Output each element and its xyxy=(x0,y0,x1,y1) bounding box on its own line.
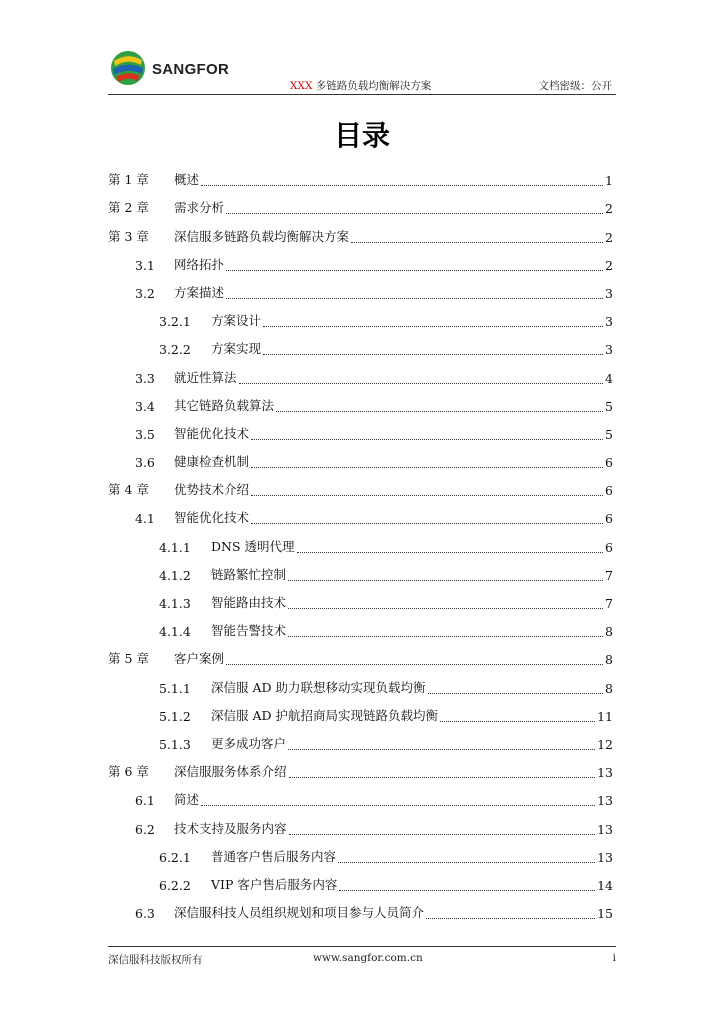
toc-entry-page: 2 xyxy=(605,201,613,217)
toc-dot-leader xyxy=(226,297,603,299)
toc-dot-leader xyxy=(351,241,603,243)
toc-dot-leader xyxy=(201,804,595,806)
toc-entry[interactable] xyxy=(108,555,613,583)
toc-entry[interactable] xyxy=(108,808,613,836)
toc-entry-page: 6 xyxy=(605,539,613,555)
toc-dot-leader xyxy=(288,635,603,637)
toc-entry-page: 11 xyxy=(597,708,613,724)
toc-dot-leader xyxy=(428,692,604,694)
toc-entry-page: 15 xyxy=(597,906,613,922)
toc-entry-label: 方案描述 xyxy=(174,284,225,300)
toc-entry-number: 4.1.1 xyxy=(159,539,191,555)
toc-entry[interactable] xyxy=(108,780,613,808)
toc-dot-leader xyxy=(440,720,595,722)
toc-entry[interactable] xyxy=(108,498,613,526)
toc-entry-page: 3 xyxy=(605,342,613,358)
toc-entry-page: 5 xyxy=(605,398,613,414)
document-classification: 文档密级：公开 xyxy=(538,80,612,92)
toc-entry-page: 2 xyxy=(605,257,613,273)
toc-entry-page: 5 xyxy=(605,426,613,442)
toc-dot-leader xyxy=(288,579,603,581)
toc-entry-label: 深信服 AD 助力联想移动实现负载均衡 xyxy=(211,679,426,695)
toc-dot-leader xyxy=(276,410,603,412)
toc-entry-label: 健康检查机制 xyxy=(174,454,250,470)
toc-entry-label: 链路繁忙控制 xyxy=(211,566,287,582)
toc-entry-page: 13 xyxy=(597,849,613,865)
toc-entry-page: 13 xyxy=(597,765,613,781)
toc-entry[interactable] xyxy=(108,667,613,695)
toc-entry-page: 4 xyxy=(605,370,613,386)
toc-entry-number: 3.1 xyxy=(135,257,155,273)
toc-entry-number: 4.1.3 xyxy=(159,596,191,611)
toc-entry[interactable] xyxy=(108,893,613,921)
footer-divider xyxy=(108,946,616,947)
toc-entry-page: 1 xyxy=(605,173,613,189)
toc-entry-number: 第 4 章 xyxy=(108,482,149,498)
toc-entry[interactable] xyxy=(108,752,613,780)
toc-entry[interactable] xyxy=(108,386,613,414)
toc-entry-page: 7 xyxy=(605,596,613,611)
footer-copyright: 深信服科技版权所有 xyxy=(108,954,203,966)
toc-entry-number: 第 6 章 xyxy=(108,764,149,780)
toc-entry-number: 3.2.2 xyxy=(159,342,191,358)
toc-dot-leader xyxy=(226,269,603,271)
toc-entry-page: 8 xyxy=(605,680,613,696)
toc-entry[interactable] xyxy=(108,696,613,724)
toc-dot-leader xyxy=(263,325,603,327)
toc-entry-page: 7 xyxy=(605,567,613,583)
toc-entry-number: 6.2 xyxy=(135,821,155,837)
toc-entry-label: 就近性算法 xyxy=(174,369,237,385)
toc-entry[interactable] xyxy=(108,639,613,667)
toc-dot-leader xyxy=(251,466,603,468)
toc-dot-leader xyxy=(426,917,595,919)
toc-entry-number: 6.2.1 xyxy=(159,849,191,865)
toc-entry-label: 深信服服务体系介绍 xyxy=(174,764,287,780)
toc-entry-label: 需求分析 xyxy=(174,200,225,216)
toc-entry[interactable] xyxy=(108,724,613,752)
toc-dot-leader xyxy=(297,551,604,553)
document-title xyxy=(290,78,431,93)
toc-entry-label: 智能优化技术 xyxy=(174,510,250,526)
toc-entry-number: 3.3 xyxy=(135,370,155,386)
toc-entry-label: 深信服 AD 护航招商局实现链路负载均衡 xyxy=(211,707,438,723)
toc-entry-label: 深信服科技人员组织规划和项目参与人员简介 xyxy=(174,905,425,921)
header-divider xyxy=(108,94,616,95)
toc-entry[interactable] xyxy=(108,837,613,865)
toc-entry-number: 3.5 xyxy=(135,426,155,442)
toc-entry-number: 第 1 章 xyxy=(108,172,149,188)
toc-entry-number: 3.6 xyxy=(135,455,155,471)
toc-dot-leader xyxy=(251,494,603,496)
toc-entry[interactable] xyxy=(108,611,613,639)
footer-page-number: i xyxy=(612,952,616,964)
toc-title: 目录 xyxy=(333,119,390,152)
logo-text: SANGFOR xyxy=(152,61,230,78)
footer-website-link[interactable]: www.sangfor.com.cn xyxy=(313,952,423,964)
toc-entry-label: 网络拓扑 xyxy=(174,256,225,272)
toc-entry[interactable] xyxy=(108,329,613,357)
toc-entry-number: 3.4 xyxy=(135,398,155,414)
toc-entry-number: 6.3 xyxy=(135,906,155,922)
toc-entry-label: 普通客户售后服务内容 xyxy=(211,848,337,864)
toc-entry-label: 概述 xyxy=(174,172,200,188)
toc-entry-number: 4.1.4 xyxy=(159,624,191,640)
toc-dot-leader xyxy=(289,833,596,835)
toc-entry[interactable] xyxy=(108,245,613,273)
toc-entry-page: 8 xyxy=(605,652,613,668)
toc-entry[interactable] xyxy=(108,273,613,301)
toc-entry[interactable] xyxy=(108,414,613,442)
toc-dot-leader xyxy=(251,522,603,524)
toc-entry-number: 6.1 xyxy=(135,793,155,809)
toc-entry[interactable] xyxy=(108,526,613,554)
toc-dot-leader xyxy=(288,748,595,750)
toc-entry-number: 第 2 章 xyxy=(108,200,149,216)
toc-dot-leader xyxy=(289,776,596,778)
toc-entry-number: 6.2.2 xyxy=(159,877,191,893)
toc-entry-label: 深信服多链路负载均衡解决方案 xyxy=(174,228,350,244)
toc-dot-leader xyxy=(251,438,603,440)
toc-entry[interactable] xyxy=(108,357,613,385)
toc-entry-label: 方案设计 xyxy=(211,313,262,329)
toc-entry-page: 6 xyxy=(605,455,613,471)
toc-entry-page: 6 xyxy=(605,483,613,499)
toc-entry-page: 14 xyxy=(597,877,613,893)
toc-entry-number: 3.2.1 xyxy=(159,314,191,330)
toc-dot-leader xyxy=(263,353,603,355)
toc-entry-label: 智能路由技术 xyxy=(211,595,287,610)
document-title-rest: 多链路负载均衡解决方案 xyxy=(315,80,432,92)
toc-entry-page: 13 xyxy=(597,793,613,809)
toc-dot-leader xyxy=(338,861,595,863)
toc-entry-number: 5.1.3 xyxy=(159,736,191,752)
toc-dot-leader xyxy=(239,382,604,384)
toc-entry-page: 8 xyxy=(605,624,613,640)
toc-dot-leader xyxy=(201,184,603,186)
toc-entry[interactable] xyxy=(108,583,613,611)
toc-entry-page: 3 xyxy=(605,314,613,330)
toc-entry-label: 技术支持及服务内容 xyxy=(174,820,287,836)
toc-entry[interactable] xyxy=(108,160,613,188)
document-title-prefix: XXX xyxy=(290,80,313,92)
toc-entry-label: 其它链路负载算法 xyxy=(174,397,275,413)
toc-dot-leader xyxy=(226,212,603,214)
toc-entry-label: 智能告警技术 xyxy=(211,623,287,639)
toc-entry[interactable] xyxy=(108,442,613,470)
toc-dot-leader xyxy=(226,663,603,665)
toc-entry-page: 6 xyxy=(605,511,613,527)
toc-entry-page: 13 xyxy=(597,821,613,837)
table-of-contents xyxy=(108,160,613,921)
toc-entry-label: DNS 透明代理 xyxy=(211,538,295,554)
toc-entry-label: 更多成功客户 xyxy=(211,735,287,751)
toc-entry[interactable] xyxy=(108,188,613,216)
toc-entry-page: 12 xyxy=(597,736,613,752)
toc-entry[interactable] xyxy=(108,865,613,893)
toc-entry-label: 优势技术介绍 xyxy=(174,482,250,498)
toc-entry[interactable] xyxy=(108,301,613,329)
toc-entry[interactable] xyxy=(108,216,613,244)
toc-entry-label: VIP 客户售后服务内容 xyxy=(211,876,338,892)
toc-entry-page: 2 xyxy=(605,229,613,245)
toc-entry-page: 3 xyxy=(605,285,613,301)
toc-entry-number: 4.1 xyxy=(135,511,155,527)
toc-entry-label: 智能优化技术 xyxy=(174,425,250,441)
toc-entry-number: 4.1.2 xyxy=(159,567,191,583)
toc-entry[interactable] xyxy=(108,470,613,498)
toc-entry-number: 5.1.1 xyxy=(159,680,191,696)
toc-entry-number: 3.2 xyxy=(135,285,155,301)
toc-dot-leader xyxy=(288,607,603,609)
toc-entry-label: 方案实现 xyxy=(211,341,262,357)
toc-dot-leader xyxy=(339,889,595,891)
toc-entry-label: 客户案例 xyxy=(174,651,225,667)
toc-entry-number: 第 3 章 xyxy=(108,228,149,244)
toc-entry-label: 简述 xyxy=(174,792,200,808)
sangfor-logo-icon xyxy=(108,48,148,88)
toc-entry-number: 第 5 章 xyxy=(108,651,149,667)
page-header xyxy=(0,0,724,100)
toc-entry-number: 5.1.2 xyxy=(159,708,191,724)
